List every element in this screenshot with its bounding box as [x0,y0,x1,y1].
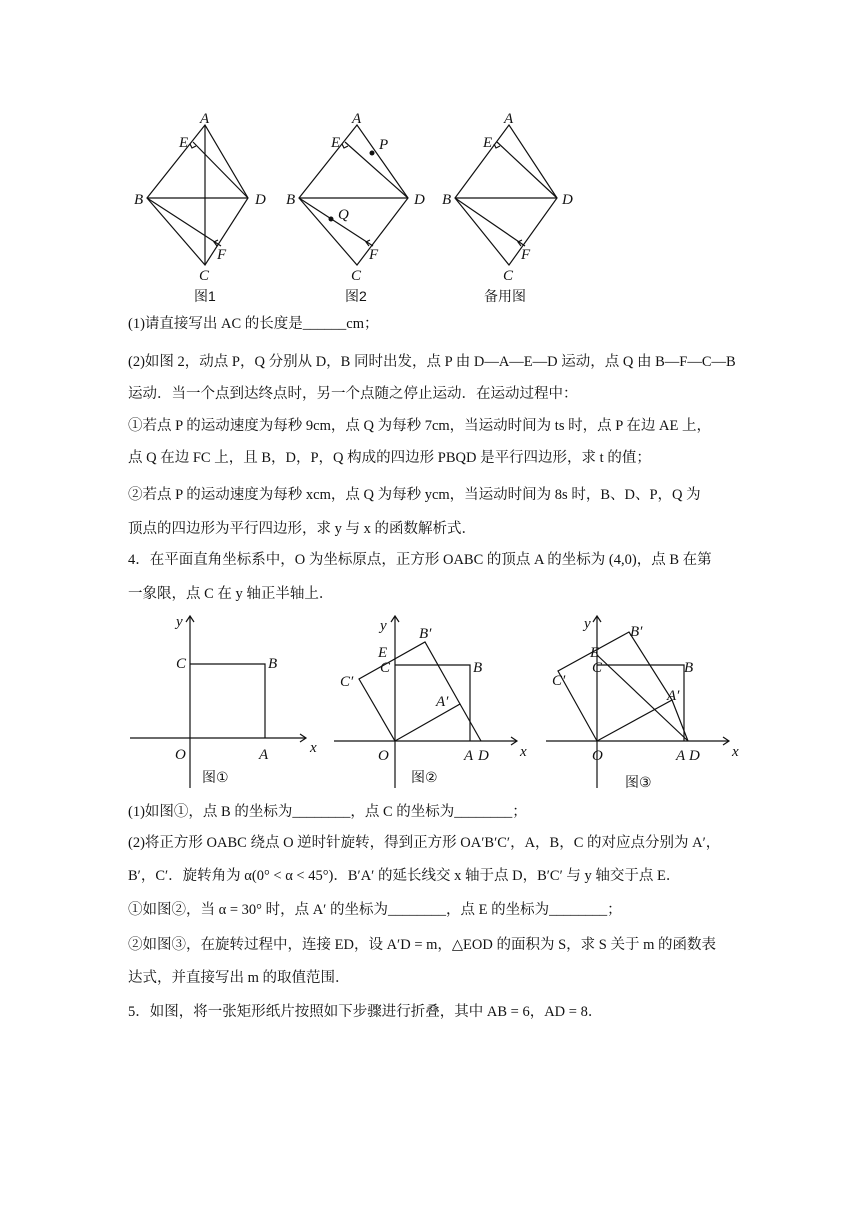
label-f: F [521,247,531,263]
q4-sub1: ①如图②，当 α = 30° 时，点 A′ 的坐标为________，点 E 的坐标为________； [128,902,622,918]
label-a-prime: A′ [436,694,449,710]
label-a: A [464,748,474,764]
label-a: A [259,747,269,763]
label-x: x [520,744,527,760]
label-e: E [590,645,600,661]
label-o: O [175,747,186,763]
label-p: P [379,137,389,153]
q4-part1: (1)如图①，点 B 的坐标为________，点 C 的坐标为________； [128,804,527,820]
figure-2 [286,110,430,310]
label-y: y [584,616,591,632]
q4-part2-line1: (2)将正方形 OABC 绕点 O 逆时针旋转，得到正方形 OA′B′C′，A，B，C 的对应点分别为 A′， [128,835,721,851]
label-y: y [176,614,183,630]
label-b: B [134,192,144,208]
label-b-prime: B′ [419,626,432,642]
point-p [370,151,375,156]
label-b: B [286,192,296,208]
label-c: C [199,268,210,284]
label-d: D [562,192,573,208]
figure-coord-3 [544,610,744,790]
label-c: C [176,656,187,672]
label-e: E [378,645,388,661]
q5-text: 5．如图，将一张矩形纸片按照如下步骤进行折叠，其中 AB = 6，AD = 8． [128,1004,603,1020]
label-a-prime: A′ [667,688,680,704]
q4-intro-line1: 4．在平面直角坐标系中，O 为坐标原点，正方形 OABC 的顶点 A 的坐标为 (4,0)，点 B 在第 [128,552,712,568]
label-d: D [255,192,266,208]
caption-coord-3: 图③ [625,774,652,790]
label-q: Q [338,207,349,223]
label-e: E [331,135,341,151]
q4-part2-line2: B′，C′．旋转角为 α(0° < α < 45°)．B′A′ 的延长线交 x 轴于点 D，B′C′ 与 y 轴交于点 E． [128,868,681,884]
label-d: D [689,748,700,764]
caption-fig1: 图1 [194,288,216,304]
label-e: E [179,135,189,151]
q4-sub2-line2: 达式，并直接写出 m 的取值范围． [128,970,350,986]
label-a: A [200,111,210,127]
q3-sub1-line2: 点 Q 在边 FC 上，且 B，D，P，Q 构成的四边形 PBQD 是平行四边形，求 t 的值； [128,450,651,466]
label-c: C [503,268,514,284]
label-c: C [380,660,391,676]
label-c-prime: C′ [340,674,354,690]
q3-sub1-line1: ①若点 P 的运动速度为每秒 9cm，点 Q 为每秒 7cm，当运动时间为 ts 时，点 P 在边 AE 上， [128,418,711,434]
label-x: x [732,744,739,760]
label-a: A [676,748,686,764]
label-b-prime: B′ [630,624,643,640]
label-c: C [592,660,603,676]
figure-1 [134,110,278,310]
label-e: E [483,135,493,151]
point-q [329,217,334,222]
label-x: x [310,740,317,756]
figure-coord-1 [128,610,328,790]
q3-part1: (1)请直接写出 AC 的长度是______cm； [128,316,379,332]
figure-coord-2 [332,610,532,790]
label-b: B [442,192,452,208]
caption-fig2: 图2 [345,288,367,304]
q3-sub2-line2: 顶点的四边形为平行四边形，求 y 与 x 的函数解析式． [128,521,476,537]
label-c: C [351,268,362,284]
q4-sub2-line1: ②如图③，在旋转过程中，连接 ED，设 A′D = m，△EOD 的面积为 S，求 S 关于 m 的函数表 [128,937,717,953]
label-b: B [684,660,694,676]
q3-part2-line1: (2)如图 2，动点 P，Q 分别从 D，B 同时出发，点 P 由 D—A—E—D 运动，点 Q 由 B—F—C—B [128,354,736,370]
label-y: y [380,618,387,634]
label-a: A [352,111,362,127]
q3-part2-line2: 运动．当一个点到达终点时，另一个点随之停止运动．在运动过程中： [128,386,578,402]
figure-spare [442,110,586,310]
caption-spare: 备用图 [484,288,526,304]
caption-coord-2: 图② [411,769,438,785]
label-f: F [217,247,227,263]
label-a: A [504,111,514,127]
label-b: B [268,656,278,672]
q4-intro-line2: 一象限，点 C 在 y 轴正半轴上． [128,586,334,602]
label-d: D [478,748,489,764]
caption-coord-1: 图① [202,769,229,785]
label-o: O [378,748,389,764]
label-b: B [473,660,483,676]
label-f: F [369,247,379,263]
label-d: D [414,192,425,208]
q3-sub2-line1: ②若点 P 的运动速度为每秒 xcm，点 Q 为每秒 ycm，当运动时间为 8s 时，B、D、P，Q 为 [128,487,701,503]
label-o: O [592,748,603,764]
label-c-prime: C′ [552,673,566,689]
